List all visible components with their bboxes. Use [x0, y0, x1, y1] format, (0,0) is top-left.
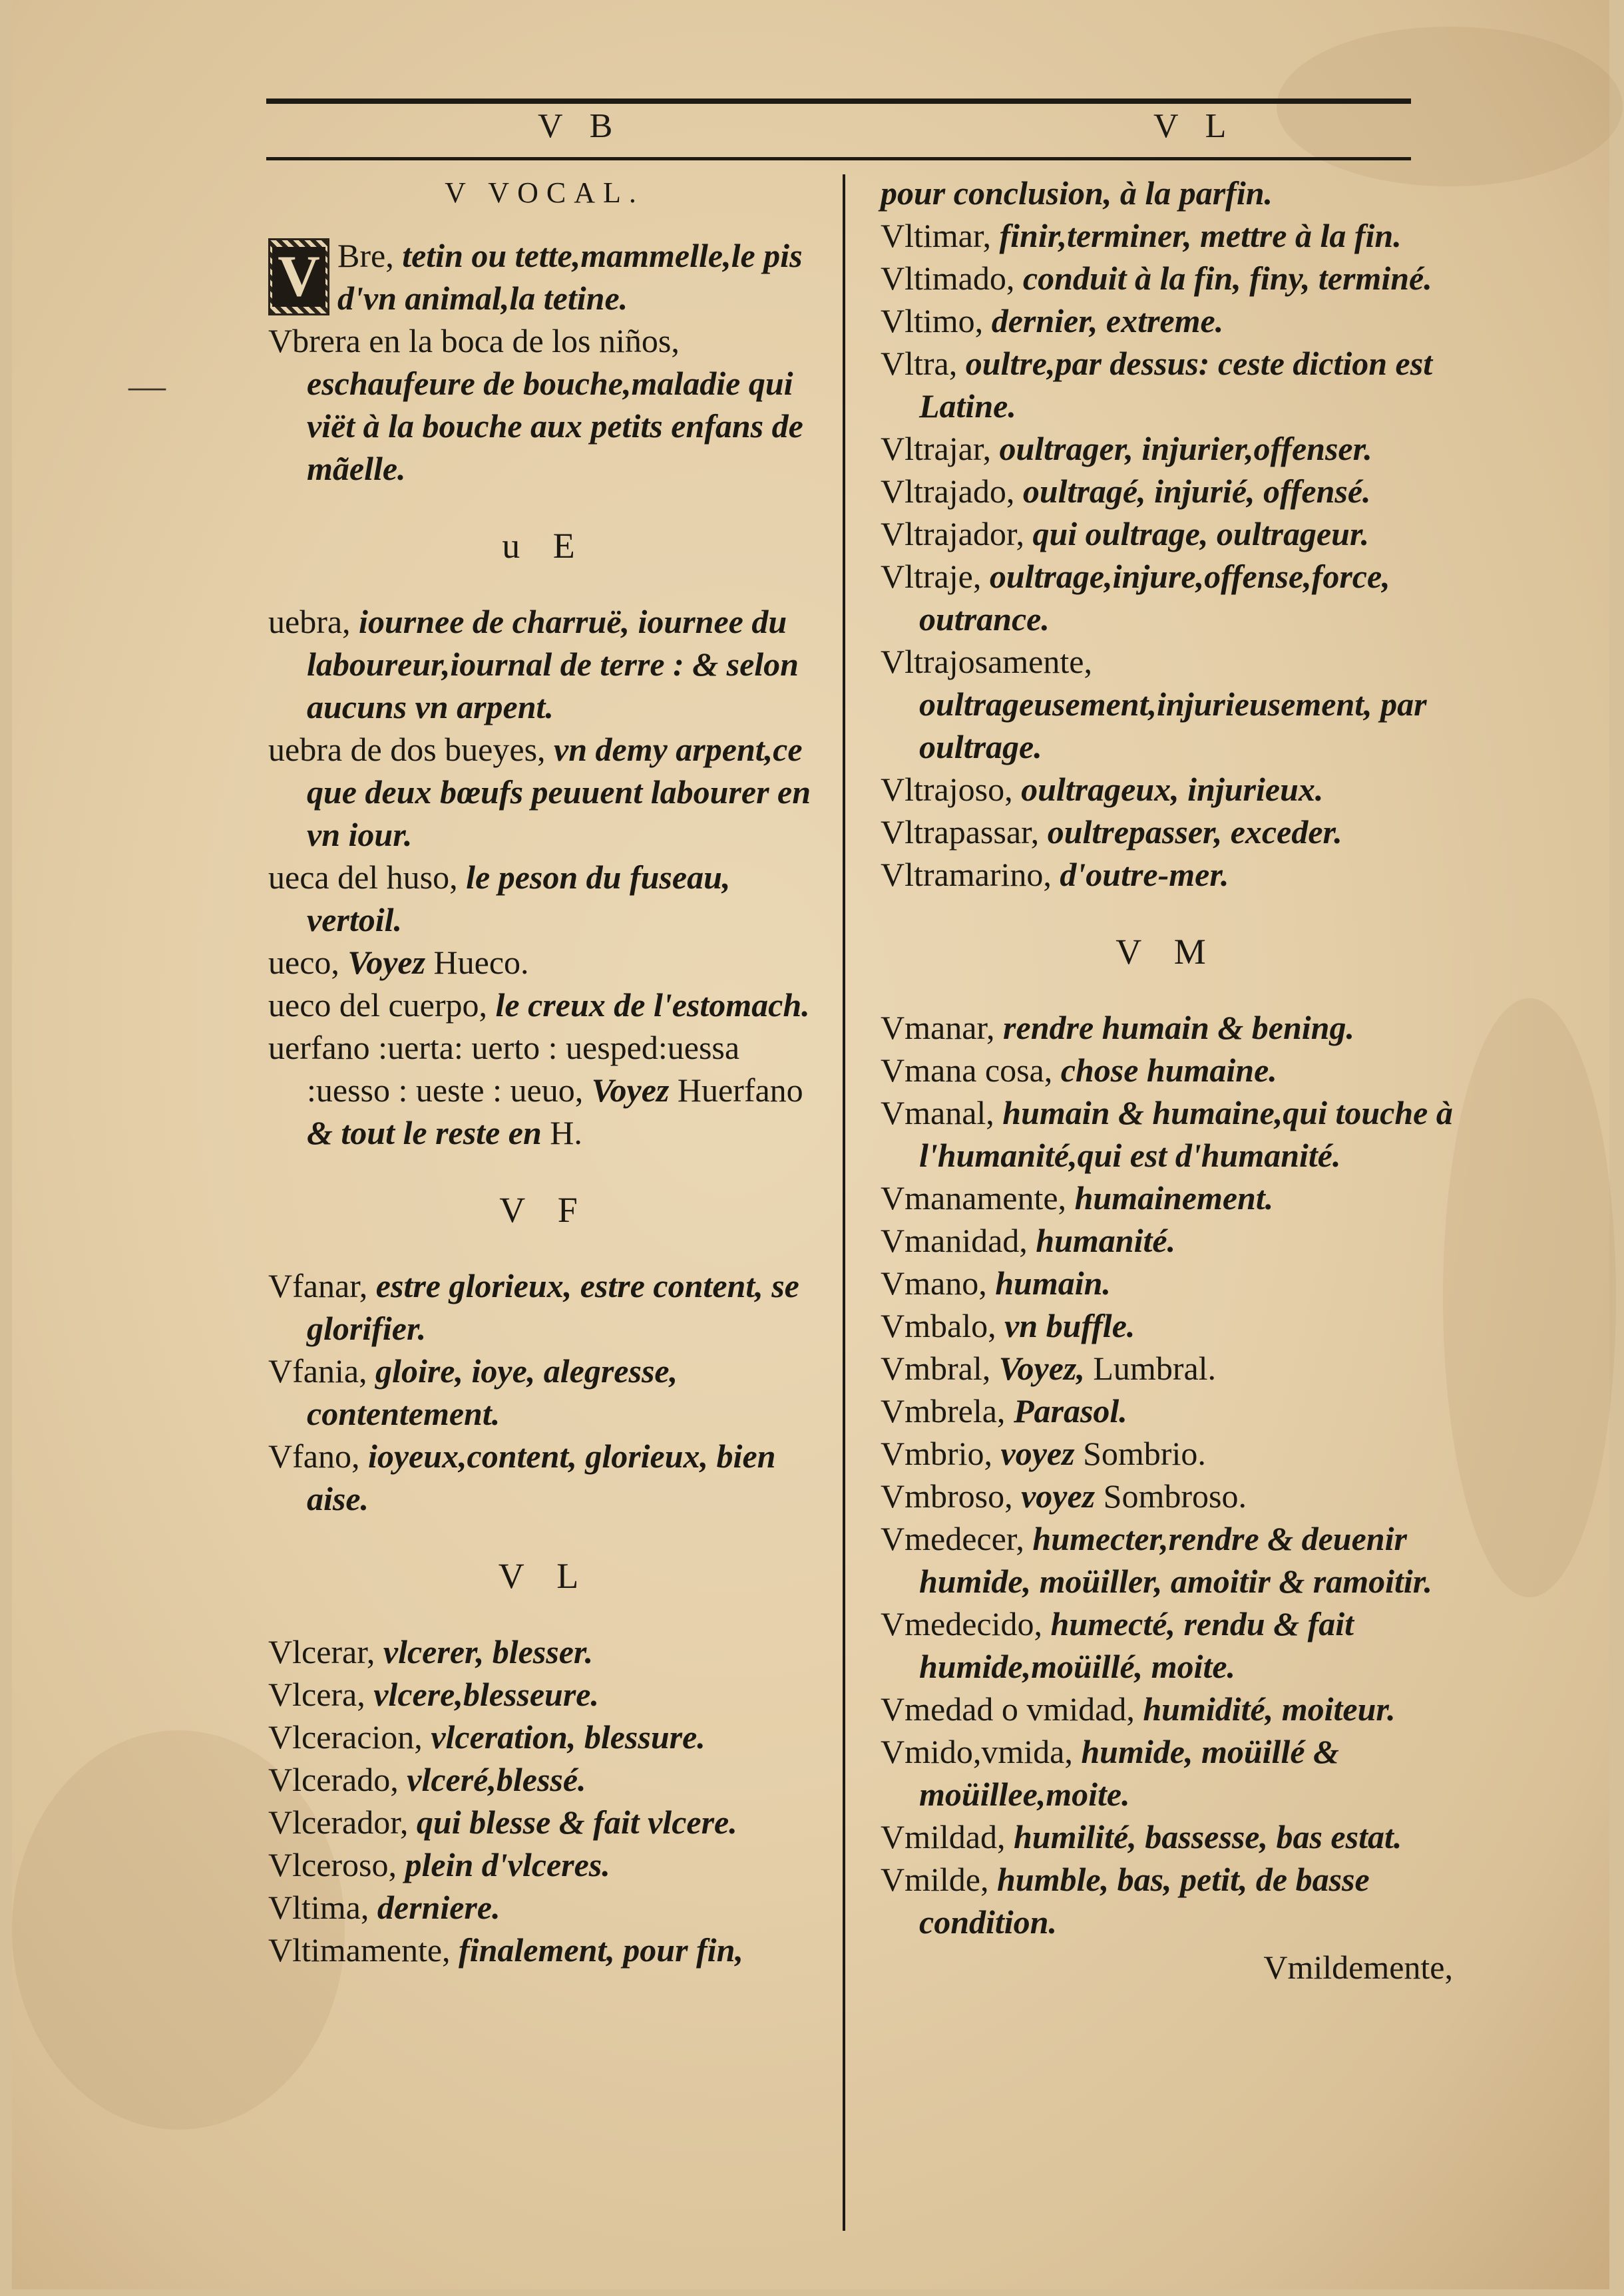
dictionary-entry: [881, 1049, 1453, 1091]
headword: Vmedad o vmidad,: [881, 1690, 1135, 1728]
headword: Bre,: [337, 237, 394, 274]
definition: humanité.: [1036, 1222, 1176, 1259]
headword: uerfano :uerta: uerto : uesped:uessa :uesso : ueste : ueuo,: [268, 1029, 740, 1109]
definition: oultragé, injurié, offensé.: [1022, 473, 1371, 510]
definition: vlceré,blessé.: [407, 1761, 586, 1798]
definition: conduit à la fin, finy, terminé.: [1022, 260, 1432, 297]
definition: voyez: [1021, 1477, 1096, 1515]
definition: oultrager, injurier,offenser.: [999, 430, 1372, 467]
cross-reference: H.: [550, 1114, 582, 1151]
headword: Vmanamente,: [881, 1179, 1067, 1217]
dictionary-entry: [881, 1091, 1453, 1177]
definition: oultre,par dessus: ceste diction est Latine.: [919, 345, 1433, 425]
dictionary-entry: [881, 1858, 1453, 1943]
definition: estre glorieux, estre content, se glorifier.: [307, 1267, 799, 1347]
definition: iournee de charruë, iournee du laboureur,iournal de terre : & selon aucuns vn arpent.: [307, 603, 799, 725]
entry-continuation: [881, 172, 1453, 214]
definition: Parasol.: [1013, 1392, 1127, 1430]
definition: eschaufeure de bouche,maladie qui viët à la bouche aux petits enfans de mãelle.: [307, 365, 803, 487]
headword: Vltraje,: [881, 558, 982, 595]
dictionary-entry: [268, 1350, 821, 1435]
headword: ueco,: [268, 944, 339, 981]
dictionary-entry: [268, 1801, 821, 1843]
dictionary-entry: [881, 470, 1453, 512]
definition: finalement, pour fin,: [459, 1931, 743, 1969]
dictionary-entry: [268, 600, 821, 728]
definition: pour conclusion, à la parfin.: [881, 174, 1273, 212]
dictionary-entry: [881, 1177, 1453, 1219]
header-rule-top: [266, 98, 1411, 104]
headword: Vmildad,: [881, 1818, 1006, 1855]
headword: Vfanar,: [268, 1267, 368, 1304]
cross-reference: Sombroso.: [1103, 1477, 1247, 1515]
section-heading: V VOCAL.: [445, 176, 644, 209]
dictionary-entry: [881, 555, 1453, 640]
headword: Vltimado,: [881, 260, 1015, 297]
definition: gloire, ioye, alegresse, contentement.: [307, 1352, 678, 1432]
left-column: [268, 172, 821, 1971]
headword: Vltrajador,: [881, 515, 1024, 552]
definition: qui blesse & fait vlcere.: [416, 1804, 737, 1841]
running-head-left: V B: [538, 107, 622, 145]
headword: Vltima,: [268, 1889, 369, 1926]
headword: Vltrapassar,: [881, 813, 1040, 851]
definition: oultrepasser, exceder.: [1047, 813, 1342, 851]
dictionary-entry: [881, 427, 1453, 470]
definition: humide, moüillé & moüillee,moite.: [919, 1733, 1339, 1813]
definition: Voyez: [591, 1071, 670, 1109]
decorated-initial: [268, 238, 329, 315]
dictionary-entry: [268, 941, 821, 984]
dictionary-entry: [268, 856, 821, 941]
running-head-right: V L: [1153, 107, 1236, 145]
definition: humainement.: [1074, 1179, 1274, 1217]
headword: Vmanal,: [881, 1094, 994, 1131]
dictionary-entry: [881, 640, 1453, 768]
definition: oultrageusement,injurieusement, par oultrage.: [919, 685, 1427, 765]
definition: Voyez: [347, 944, 426, 981]
dictionary-entry: [268, 728, 821, 856]
headword: ueca del huso,: [268, 859, 458, 896]
dictionary-entry: [881, 214, 1453, 257]
headword: Vmbroso,: [881, 1477, 1013, 1515]
headword: Vmano,: [881, 1264, 987, 1302]
catchword: Vmildemente,: [1263, 1949, 1453, 1986]
headword: Vmbrela,: [881, 1392, 1006, 1430]
dictionary-entry: [881, 853, 1453, 896]
dictionary-entry: [268, 1929, 821, 1971]
headword: Vlcerador,: [268, 1804, 409, 1841]
dictionary-entry: [881, 768, 1453, 811]
definition: d'outre-mer.: [1060, 856, 1229, 893]
margin-mark: —: [128, 365, 166, 407]
header-rule-bottom: [266, 157, 1411, 160]
definition: finir,terminer, mettre à la fin.: [999, 217, 1402, 254]
headword: Vmanidad,: [881, 1222, 1028, 1259]
dictionary-entry: [881, 1517, 1453, 1603]
definition: Voyez,: [998, 1350, 1085, 1387]
dictionary-entry: [268, 1264, 821, 1350]
definition: chose humaine.: [1060, 1052, 1277, 1089]
headword: Vmbrio,: [881, 1435, 993, 1472]
headword: ueco del cuerpo,: [268, 986, 488, 1024]
headword: Vmilde,: [881, 1861, 989, 1898]
headword: Vlcera,: [268, 1676, 365, 1713]
dictionary-entry: [268, 984, 821, 1026]
definition: voyez: [1000, 1435, 1075, 1472]
definition: humidité, moiteur.: [1143, 1690, 1396, 1728]
headword: Vlcerado,: [268, 1761, 399, 1798]
headword: Vltrajoso,: [881, 771, 1013, 808]
headword: Vfania,: [268, 1352, 367, 1390]
dictionary-entry: [881, 257, 1453, 299]
dictionary-entry: [268, 319, 821, 490]
headword: Vlceroso,: [268, 1846, 397, 1883]
column-divider: [843, 174, 845, 2231]
headword: Vmanar,: [881, 1009, 995, 1046]
definition: humecté, rendu & fait humide,moüillé, moite.: [919, 1605, 1354, 1685]
definition: derniere.: [377, 1889, 501, 1926]
dictionary-entry: [268, 1843, 821, 1886]
dictionary-entry: [268, 1673, 821, 1716]
headword: Vltrajosamente,: [881, 643, 1092, 680]
definition: plein d'vlceres.: [405, 1846, 610, 1883]
paper-stain: [1443, 998, 1616, 1597]
definition: vn buffle.: [1004, 1307, 1135, 1344]
definition: oultrageux, injurieux.: [1021, 771, 1324, 808]
dictionary-entry: [881, 1816, 1453, 1858]
headword: Vmbalo,: [881, 1307, 996, 1344]
initial-letter: V: [272, 247, 325, 307]
cross-reference: Sombrio.: [1083, 1435, 1206, 1472]
definition: le peson du fuseau, vertoil.: [307, 859, 731, 938]
headword: Vfano,: [268, 1437, 360, 1475]
definition: vn demy arpent,ce que deux bœufs peuuent labourer en vn iour.: [307, 731, 811, 853]
definition: humilité, bassesse, bas estat.: [1013, 1818, 1402, 1855]
dictionary-entry: [268, 1026, 821, 1154]
definition: vlceration, blessure.: [431, 1718, 706, 1756]
headword: Vltramarino,: [881, 856, 1052, 893]
definition: ioyeux,content, glorieux, bien aise.: [307, 1437, 776, 1517]
headword: Vlcerar,: [268, 1633, 375, 1670]
dictionary-entry: [881, 1347, 1453, 1390]
headword: Vmedecido,: [881, 1605, 1042, 1642]
definition: dernier, extreme.: [991, 302, 1224, 339]
definition: rendre humain & bening.: [1003, 1009, 1354, 1046]
definition: humain.: [995, 1264, 1111, 1302]
dictionary-entry: [881, 1475, 1453, 1517]
dictionary-entry: [881, 1006, 1453, 1049]
dictionary-entry: [881, 1219, 1453, 1262]
dictionary-entry: [881, 512, 1453, 555]
dictionary-entry: [881, 1304, 1453, 1347]
dictionary-entry: [881, 1390, 1453, 1432]
dictionary-entry: [268, 1886, 821, 1929]
cross-reference: Hueco.: [433, 944, 529, 981]
dictionary-entry: [268, 1435, 821, 1520]
dictionary-entry: [268, 1716, 821, 1758]
definition: oultrage,injure,offense,force, outrance.: [919, 558, 1390, 638]
definition: humecter,rendre & deuenir humide, moüiller, amoitir & ramoitir.: [919, 1520, 1432, 1600]
headword: Vltra,: [881, 345, 958, 382]
definition: vlcerer, blesser.: [383, 1633, 594, 1670]
dictionary-entry: [881, 1688, 1453, 1730]
section-heading: V F: [499, 1190, 590, 1230]
headword: Vmana cosa,: [881, 1052, 1053, 1089]
definition: humble, bas, petit, de basse condition.: [919, 1861, 1370, 1941]
section-heading: u E: [502, 526, 587, 566]
dictionary-entry: [268, 1630, 821, 1673]
headword: Vmedecer,: [881, 1520, 1024, 1557]
headword: Vltimo,: [881, 302, 984, 339]
book-page: [12, 0, 1609, 2289]
headword: Vltimar,: [881, 217, 992, 254]
definition: tetin ou tette,mammelle,le pis d'vn animal,la tetine.: [337, 237, 803, 317]
dictionary-entry: [881, 299, 1453, 342]
definition: le creux de l'estomach.: [495, 986, 810, 1024]
definition: vlcere,blesseure.: [373, 1676, 600, 1713]
headword: Vmbral,: [881, 1350, 991, 1387]
dictionary-entry: [268, 1758, 821, 1801]
headword: Vltrajar,: [881, 430, 991, 467]
dictionary-entry: [881, 1730, 1453, 1816]
dictionary-entry: [881, 811, 1453, 853]
headword: Vltimamente,: [268, 1931, 451, 1969]
cross-reference: Lumbral.: [1093, 1350, 1217, 1387]
definition: qui oultrage, oultrageur.: [1032, 515, 1370, 552]
paper-stain: [1277, 27, 1623, 186]
headword: Vltrajado,: [881, 473, 1015, 510]
right-column: [881, 172, 1453, 1989]
section-heading: V M: [1116, 932, 1218, 972]
headword: uebra,: [268, 603, 351, 640]
dictionary-entry: [881, 1262, 1453, 1304]
dictionary-entry: [881, 1603, 1453, 1688]
definition: humain & humaine,qui touche à l'humanité,qui est d'humanité.: [919, 1094, 1453, 1174]
definition: & tout le reste en: [307, 1114, 542, 1151]
dictionary-entry: [881, 342, 1453, 427]
section-heading: V L: [498, 1556, 591, 1596]
headword: Vmido,vmida,: [881, 1733, 1073, 1770]
headword: Vbrera en la boca de los niños,: [268, 322, 680, 359]
headword: uebra de dos bueyes,: [268, 731, 546, 768]
headword: Vlceracion,: [268, 1718, 423, 1756]
dictionary-entry: [881, 1432, 1453, 1475]
dictionary-entry: [268, 234, 821, 319]
cross-reference: Huerfano: [677, 1071, 803, 1109]
